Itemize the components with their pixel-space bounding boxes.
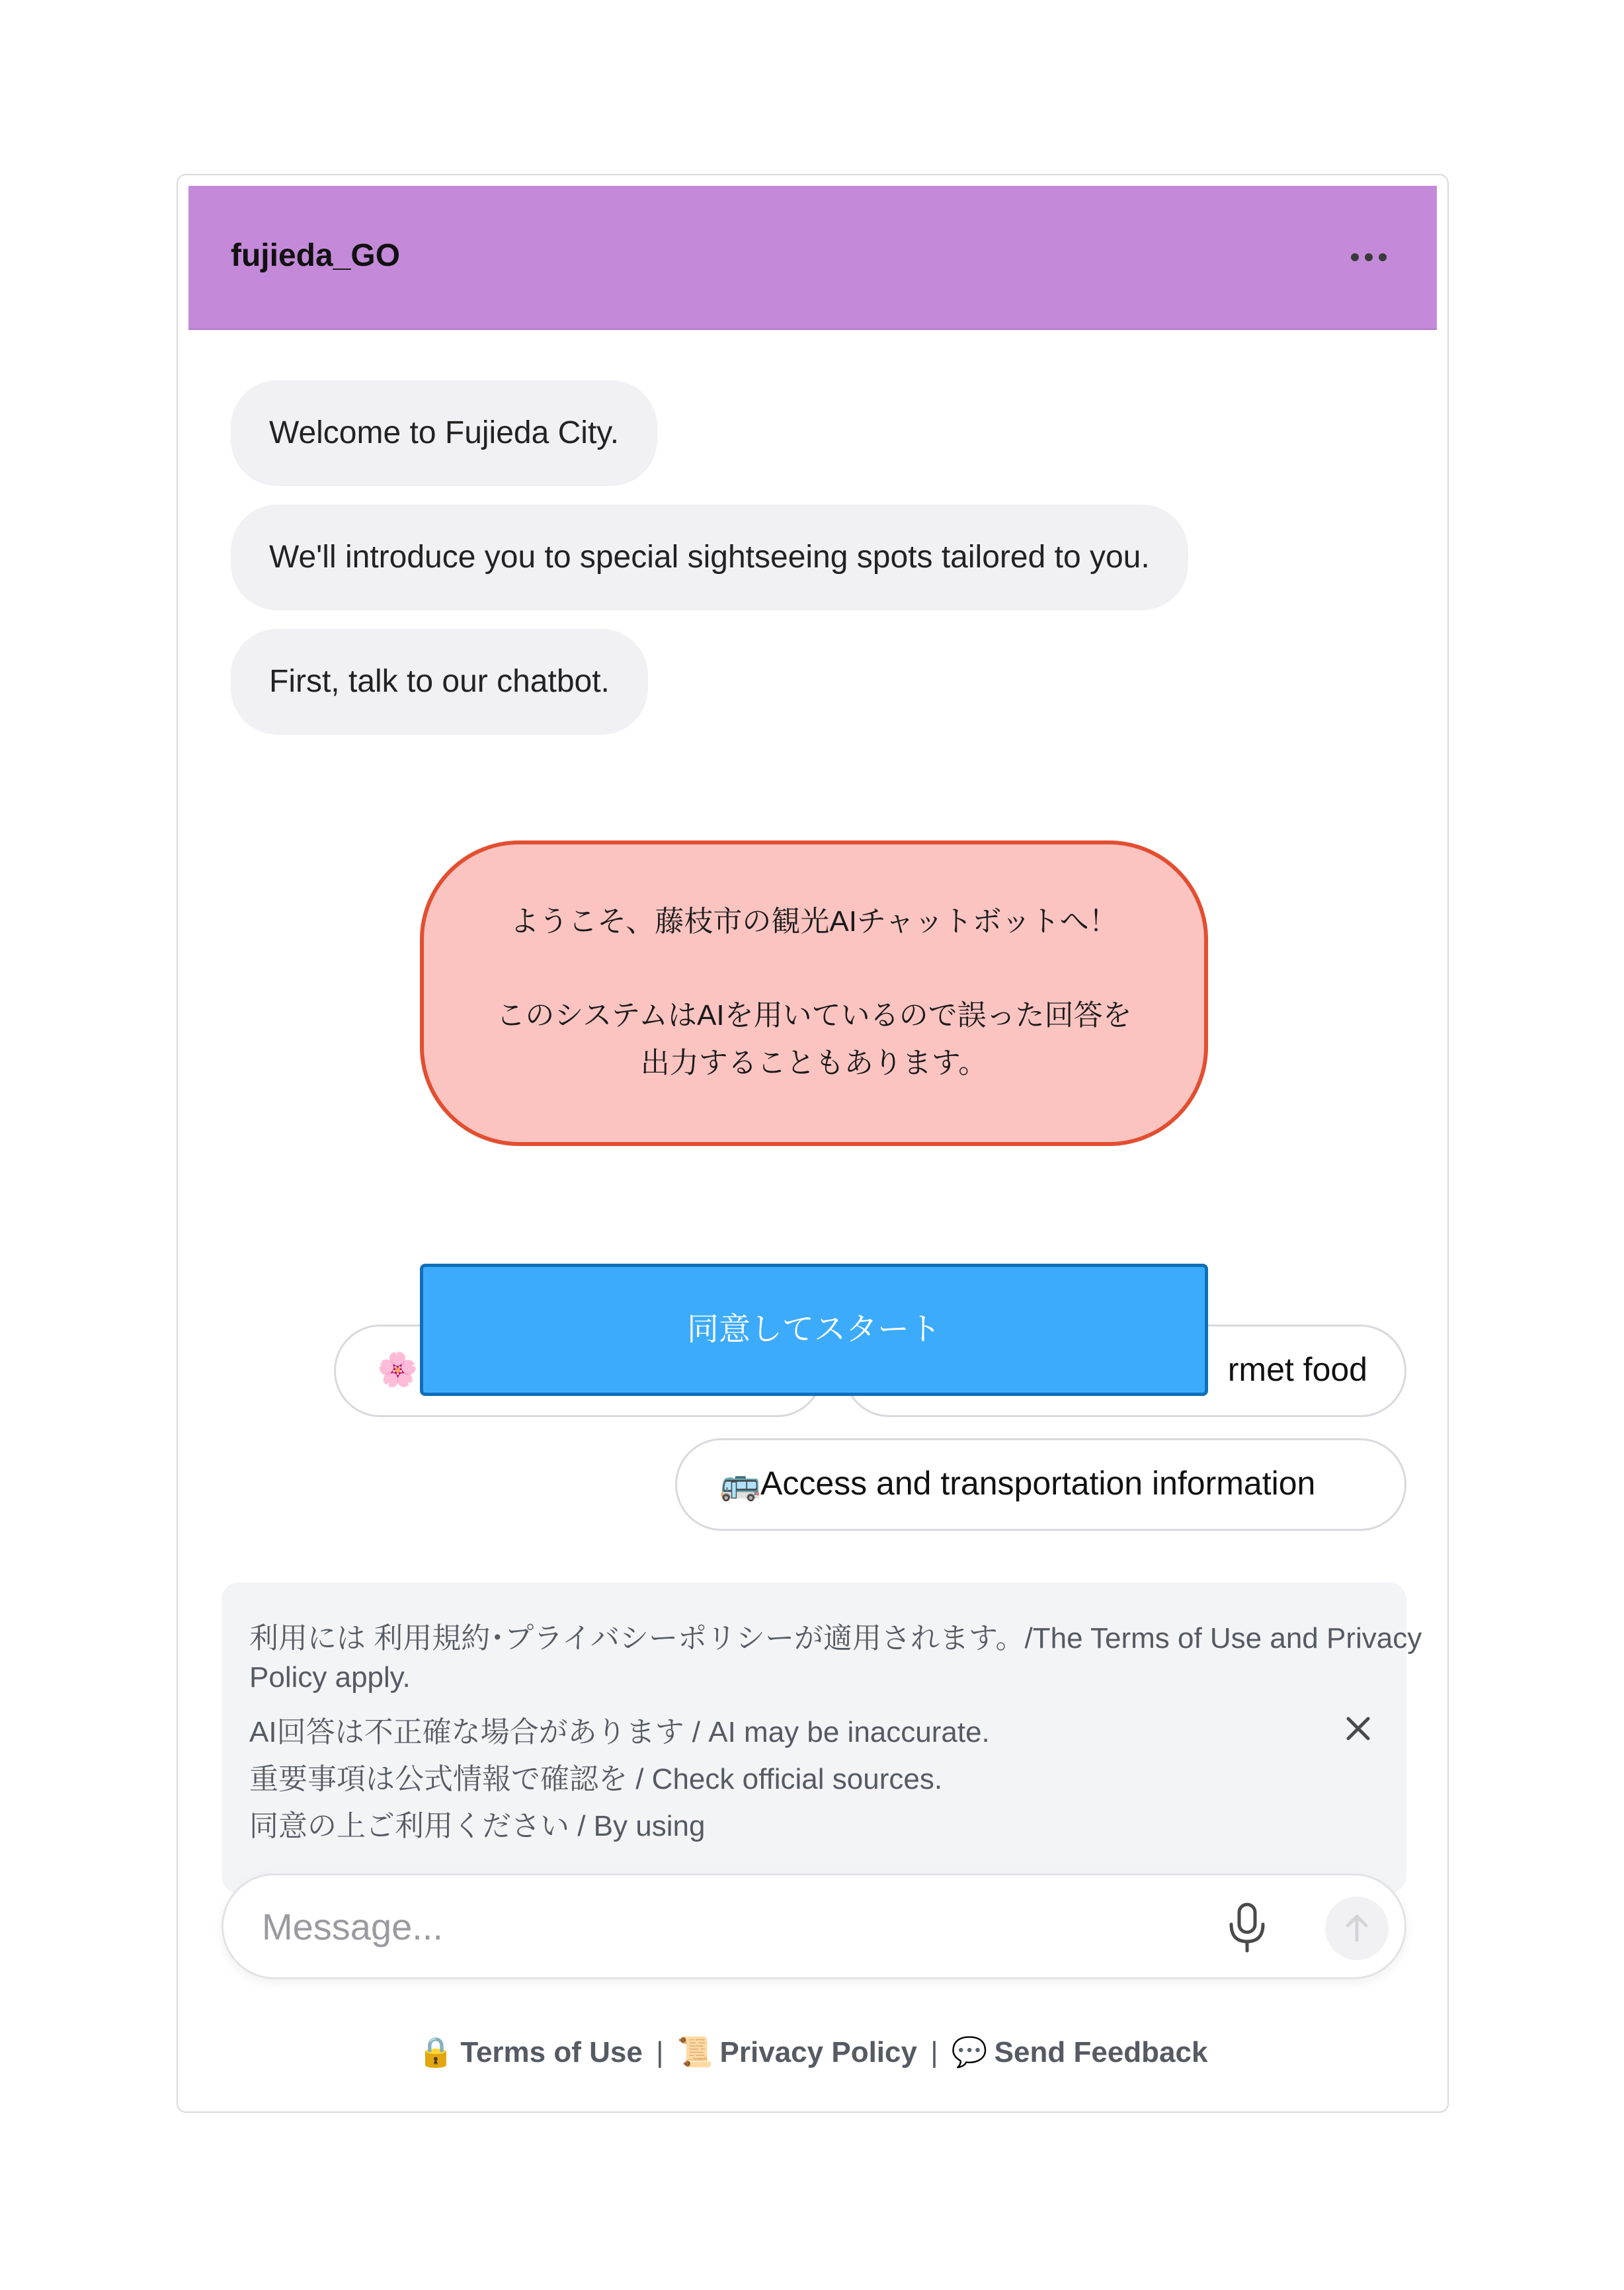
- link-label: Send Feedback: [994, 2036, 1208, 2068]
- message-composer: [222, 1873, 1406, 1979]
- bot-message: Welcome to Fujieda City.: [231, 380, 657, 486]
- info-line: AI回答は不正確な場合があります / AI may be inaccurate.: [249, 1716, 990, 1748]
- info-line: 利用には 利用規約･プライバシーポリシーが適用されます。/The Terms of Use and Privacy: [249, 1622, 1422, 1655]
- microphone-icon: [1226, 1902, 1268, 1953]
- chip-label: rmet food: [1227, 1351, 1367, 1388]
- send-feedback-link[interactable]: [952, 2036, 1208, 2068]
- chat-window: [177, 174, 1449, 2113]
- app-title: fujieda_GO: [231, 238, 401, 273]
- link-label: Terms of Use: [460, 2036, 643, 2068]
- ai-disclaimer-popup: [420, 840, 1208, 1146]
- send-button[interactable]: [1325, 1897, 1389, 1960]
- suggestion-chip-access[interactable]: [675, 1438, 1406, 1531]
- agree-and-start-button[interactable]: 同意してスタート: [420, 1264, 1208, 1396]
- close-icon: [1343, 1713, 1373, 1744]
- info-line: 同意の上ご利用ください / By using: [249, 1810, 706, 1842]
- footer-links: [178, 2035, 1447, 2069]
- terms-of-use-link[interactable]: [418, 2036, 643, 2068]
- cherry-blossom-icon: 🌸: [377, 1351, 419, 1388]
- scroll-icon: 📜: [676, 2036, 713, 2068]
- chat-header: [188, 186, 1437, 330]
- footer-separator: |: [930, 2036, 938, 2068]
- message-input[interactable]: [261, 1899, 1176, 1953]
- privacy-policy-link[interactable]: [677, 2036, 917, 2068]
- footer-separator: |: [656, 2036, 664, 2068]
- terms-info-panel: [222, 1582, 1422, 1893]
- chip-label: Access and transportation information: [760, 1465, 1316, 1502]
- lock-icon: 🔒: [417, 2036, 454, 2068]
- bot-message: First, talk to our chatbot.: [231, 629, 648, 735]
- arrow-up-icon: [1325, 1897, 1389, 1960]
- bus-icon: 🚌: [719, 1465, 761, 1502]
- close-info-button[interactable]: [1343, 1713, 1373, 1744]
- notice-line: このシステムはAIを用いているので誤った回答を: [496, 999, 1132, 1032]
- speech-bubble-icon: 💬: [951, 2036, 988, 2068]
- info-line: Policy apply.: [249, 1661, 411, 1694]
- notice-line: ようこそ、藤枝市の観光AIチャットボットへ！: [510, 905, 1118, 938]
- more-menu-button[interactable]: [1351, 249, 1387, 264]
- info-line: 重要事項は公式情報で確認を / Check official sources.: [249, 1763, 943, 1795]
- link-label: Privacy Policy: [719, 2036, 917, 2068]
- microphone-button[interactable]: [1226, 1902, 1268, 1953]
- bot-message: We'll introduce you to special sightseeing spots tailored to you.: [231, 505, 1188, 610]
- notice-line: 出力することもあります。: [640, 1047, 988, 1079]
